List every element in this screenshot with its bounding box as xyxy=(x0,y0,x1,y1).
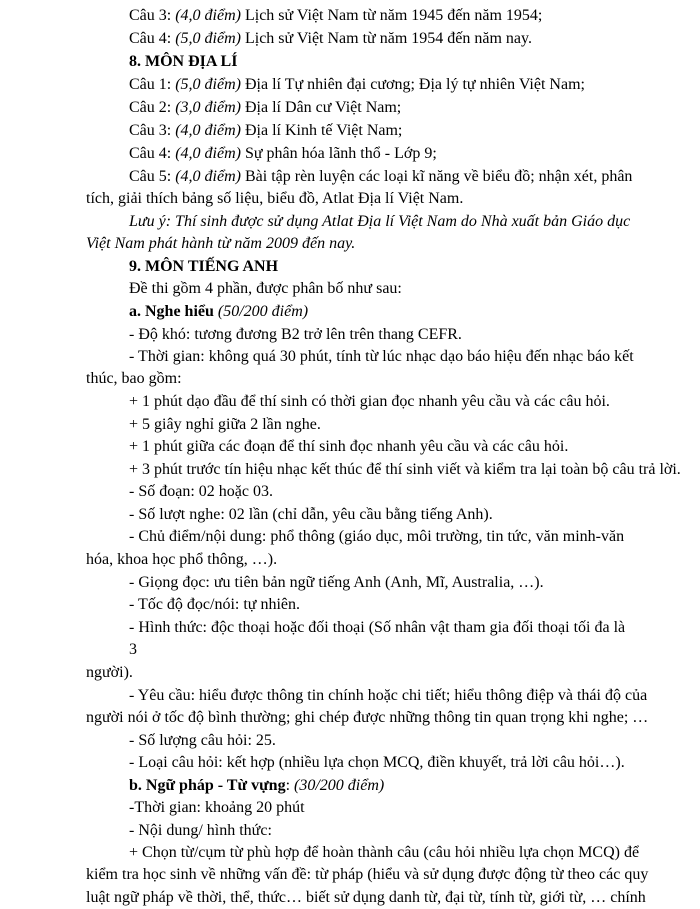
section-heading-english: 9. MÔN TIẾNG ANH xyxy=(129,258,279,275)
geography-question-2: Câu 2: (3,0 điểm) Địa lí Dân cư Việt Nam; xyxy=(129,99,402,116)
grammar-content-item-1-cont-2: luật ngữ pháp về thời, thể, thức… biết sử dụng danh từ, đại từ, tính từ, giới từ, … chính xyxy=(86,889,646,906)
listening-question-type: - Loại câu hỏi: kết hợp (nhiều lựa chọn MCQ, điền khuyết, trả lời câu hỏi…). xyxy=(129,754,625,771)
geography-note: Lưu ý: Thí sinh được sử dụng Atlat Địa lí Việt Nam do Nhà xuất bản Giáo dục xyxy=(129,213,631,230)
listening-voice: - Giọng đọc: ưu tiên bản ngữ tiếng Anh (Anh, Mĩ, Australia, …). xyxy=(129,574,544,591)
geography-question-1: Câu 1: (5,0 điểm) Địa lí Tự nhiên đại cương; Địa lý tự nhiên Việt Nam; xyxy=(129,76,585,93)
listening-time-item-2: + 5 giây nghỉ giữa 2 lần nghe. xyxy=(129,416,321,433)
listening-topics-cont: hóa, khoa học phổ thông, …). xyxy=(86,551,278,568)
listening-topics: - Chủ điểm/nội dung: phổ thông (giáo dục, môi trường, tin tức, văn minh-văn xyxy=(129,528,625,545)
grammar-content-item-1-cont: kiểm tra học sinh về những vấn đề: từ pháp (hiểu và sử dụng được động từ theo các quy xyxy=(86,866,649,883)
listening-speed: - Tốc độ đọc/nói: tự nhiên. xyxy=(129,596,301,613)
grammar-content: - Nội dung/ hình thức: xyxy=(129,822,272,839)
listening-format-number: 3 xyxy=(129,641,137,658)
geography-question-5: Câu 5: (4,0 điểm) Bài tập rèn luyện các loại kĩ năng về biểu đồ; nhận xét, phân xyxy=(129,168,633,185)
listening-time-item-4: + 3 phút trước tín hiệu nhạc kết thúc để thí sinh viết và kiểm tra lại toàn bộ câu trả lời. xyxy=(129,461,681,478)
listening-question-count: - Số lượng câu hỏi: 25. xyxy=(129,732,276,749)
english-intro: Đề thi gồm 4 phần, được phân bố như sau: xyxy=(129,280,402,297)
history-question-4: Câu 4: (5,0 điểm) Lịch sử Việt Nam từ năm 1954 đến năm nay. xyxy=(129,30,532,47)
grammar-content-item-1: + Chọn từ/cụm từ phù hợp để hoàn thành câu (câu hỏi nhiều lựa chọn MCQ) để xyxy=(129,844,640,861)
listening-difficulty: - Độ khó: tương đương B2 trở lên trên thang CEFR. xyxy=(129,326,462,343)
geography-question-3: Câu 3: (4,0 điểm) Địa lí Kinh tế Việt Nam; xyxy=(129,122,403,139)
subheading-listening: a. Nghe hiểu (50/200 điểm) xyxy=(129,303,309,320)
listening-time-item-1: + 1 phút dạo đầu để thí sinh có thời gian đọc nhanh yêu cầu và các câu hỏi. xyxy=(129,393,610,410)
geography-question-4: Câu 4: (4,0 điểm) Sự phân hóa lãnh thổ - Lớp 9; xyxy=(129,145,437,162)
listening-requirements-cont: người nói ở tốc độ bình thường; ghi chép được những thông tin quan trọng khi nghe; … xyxy=(86,709,649,726)
listening-format-cont: người). xyxy=(86,664,133,681)
listening-time-item-3: + 1 phút giữa các đoạn để thí sinh đọc nhanh yêu cầu và các câu hỏi. xyxy=(129,438,569,455)
listening-requirements: - Yêu cầu: hiểu được thông tin chính hoặc chi tiết; hiểu thông điệp và thái độ của xyxy=(129,687,648,704)
subheading-grammar-vocabulary: b. Ngữ pháp - Từ vựng: (30/200 điểm) xyxy=(129,777,385,794)
listening-time-cont: thúc, bao gồm: xyxy=(86,370,182,387)
listening-plays: - Số lượt nghe: 02 lần (chỉ dẫn, yêu cầu bằng tiếng Anh). xyxy=(129,506,493,523)
geography-note-cont: Việt Nam phát hành từ năm 2009 đến nay. xyxy=(86,235,356,252)
geography-question-5-cont: tích, giải thích bảng số liệu, biểu đồ, Atlat Địa lí Việt Nam. xyxy=(86,190,464,207)
listening-time: - Thời gian: không quá 30 phút, tính từ lúc nhạc dạo báo hiệu đến nhạc báo kết xyxy=(129,348,634,365)
grammar-time: -Thời gian: khoảng 20 phút xyxy=(129,799,305,816)
listening-format: - Hình thức: độc thoại hoặc đối thoại (Số nhân vật tham gia đối thoại tối đa là xyxy=(129,619,626,636)
history-question-3: Câu 3: (4,0 điểm) Lịch sử Việt Nam từ năm 1945 đến năm 1954; xyxy=(129,7,543,24)
listening-passages: - Số đoạn: 02 hoặc 03. xyxy=(129,483,273,500)
section-heading-geography: 8. MÔN ĐỊA LÍ xyxy=(129,53,238,70)
